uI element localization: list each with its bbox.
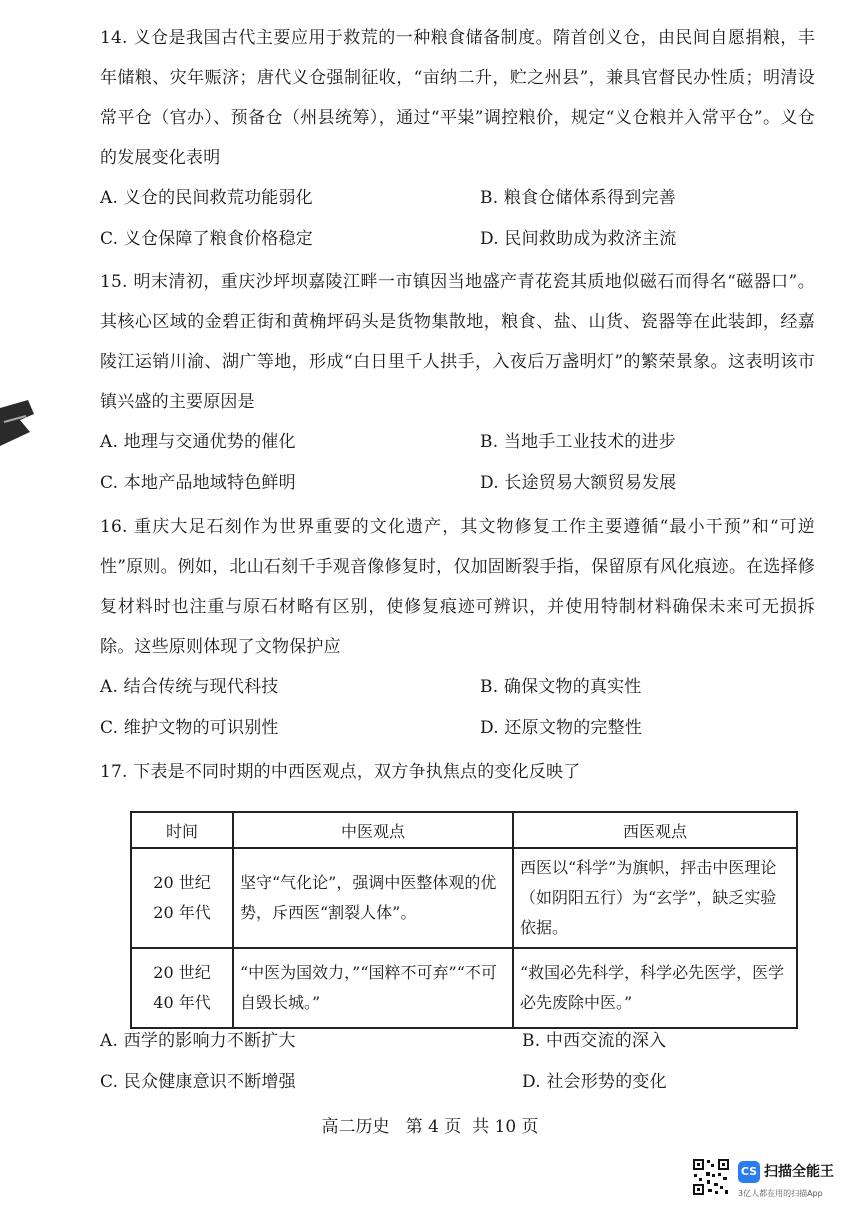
- options-group: [100, 178, 815, 260]
- qr-code-icon: [692, 1158, 730, 1196]
- table-row: [131, 848, 797, 948]
- question-14: [100, 18, 815, 260]
- page-footer: 高二历史 第 4 页 共 10 页: [321, 1117, 539, 1137]
- period-cell: 20 世纪 20 年代: [131, 848, 233, 948]
- brand-tagline: 3亿人都在用的扫描App: [738, 1189, 823, 1198]
- option-b[interactable]: B. 当地手工业技术的进步: [480, 432, 676, 452]
- western-view-cell: “救国必先科学，科学必先医学，医学必先废除中医。”: [513, 948, 797, 1028]
- option-c[interactable]: C. 义仓保障了粮食价格稳定: [100, 229, 314, 249]
- tcm-view-cell: “中医为国效力，”“国粹不可弃”“不可自毁长城。”: [233, 948, 513, 1028]
- brand-name: 扫描全能王: [764, 1164, 834, 1180]
- option-a[interactable]: A. 地理与交通优势的催化: [100, 432, 296, 452]
- option-d[interactable]: D. 社会形势的变化: [522, 1072, 667, 1092]
- question-stem: 14. 义仓是我国古代主要应用于救荒的一种粮食储备制度。隋首创义仓，由民间自愿捐粮，丰年储粮、灾年赈济；唐代义仓强制征收，“亩纳二升，贮之州县”，兼具官督民办性质；明清设常平仓（官办）、预备仓（州县统筹），通过“平粜”调控粮价，规定“义仓粮并入常平仓”。义仓的发展变化表明: [100, 28, 815, 168]
- question-stem: 17. 下表是不同时期的中西医观点，双方争执焦点的变化反映了: [100, 762, 581, 782]
- option-a[interactable]: A. 结合传统与现代科技: [100, 677, 279, 697]
- camscanner-logo-icon: CS: [738, 1161, 760, 1183]
- table-header-cell: 西医观点: [513, 812, 797, 848]
- question-stem: 16. 重庆大足石刻作为世界重要的文化遗产，其文物修复工作主要遵循“最小干预”和“可逆性”原则。例如，北山石刻千手观音像修复时，仅加固断裂手指，保留原有风化痕迹。在选择修复材料时也注重与原石材略有区别，使修复痕迹可辨识，并使用特制材料确保未来可无损拆除。这些原则体现了文物保护应: [100, 517, 815, 657]
- options-group: [100, 667, 815, 749]
- western-view-cell: 西医以“科学”为旗帜，抨击中医理论（如阴阳五行）为“玄学”，缺乏实验依据。: [513, 848, 797, 948]
- option-a[interactable]: A. 西学的影响力不断扩大: [100, 1031, 296, 1051]
- options-group: [100, 422, 815, 504]
- question-17-options: [100, 1021, 815, 1103]
- tcm-view-cell: 坚守“气化论”，强调中医整体观的优势，斥西医“割裂人体”。: [233, 848, 513, 948]
- question-17: [100, 752, 815, 792]
- table-row: [131, 948, 797, 1028]
- option-c[interactable]: C. 本地产品地域特色鲜明: [100, 473, 296, 493]
- table-header-row: [131, 812, 797, 848]
- option-d[interactable]: D. 还原文物的完整性: [480, 718, 643, 738]
- option-c[interactable]: C. 维护文物的可识别性: [100, 718, 279, 738]
- option-a[interactable]: A. 义仓的民间救荒功能弱化: [100, 188, 313, 208]
- table-header-cell: 时间: [131, 812, 233, 848]
- option-b[interactable]: B. 中西交流的深入: [522, 1031, 667, 1051]
- option-d[interactable]: D. 民间救助成为救济主流: [480, 229, 677, 249]
- option-d[interactable]: D. 长途贸易大额贸易发展: [480, 473, 677, 493]
- question-16: [100, 507, 815, 749]
- option-b[interactable]: B. 粮食仓储体系得到完善: [480, 188, 676, 208]
- question-15: [100, 262, 815, 504]
- comparison-table: [130, 811, 798, 1029]
- table-header-cell: 中医观点: [233, 812, 513, 848]
- options-group: [100, 1021, 815, 1103]
- period-cell: 20 世纪 40 年代: [131, 948, 233, 1028]
- scanner-watermark: [692, 1158, 842, 1206]
- scan-edge-artifact: [0, 398, 34, 448]
- option-b[interactable]: B. 确保文物的真实性: [480, 677, 642, 697]
- option-c[interactable]: C. 民众健康意识不断增强: [100, 1072, 296, 1092]
- question-stem: 15. 明末清初，重庆沙坪坝嘉陵江畔一市镇因当地盛产青花瓷其质地似磁石而得名“磁器口”。其核心区域的金碧正街和黄桷坪码头是货物集散地，粮食、盐、山货、瓷器等在此装卸，经嘉陵江运销川渝、湖广等地，形成“白日里千人拱手，入夜后万盏明灯”的繁荣景象。这表明该市镇兴盛的主要原因是: [100, 272, 815, 412]
